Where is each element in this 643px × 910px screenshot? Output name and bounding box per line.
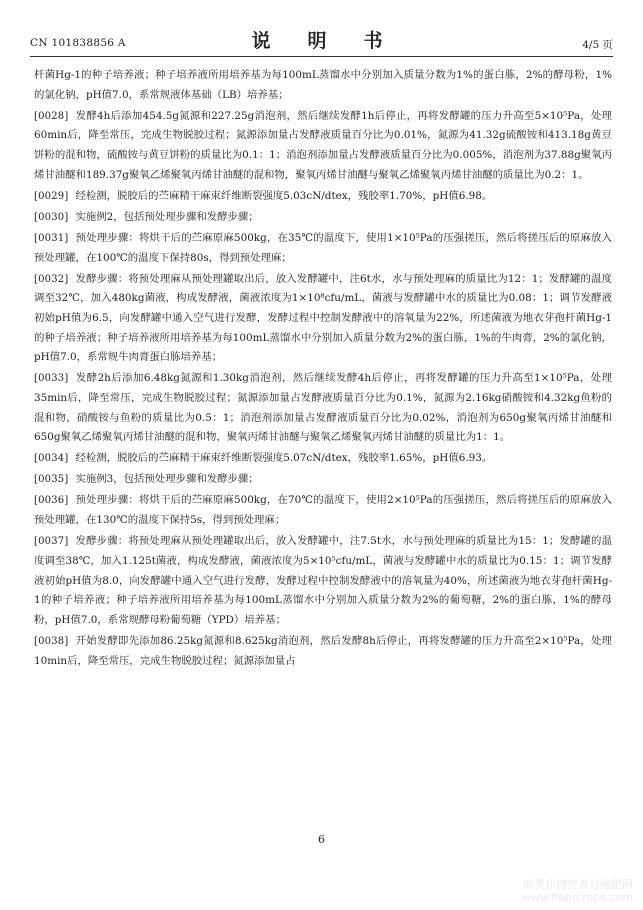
- paragraph: [34, 491, 612, 530]
- watermark-url: www.fibercrops.com: [521, 891, 633, 904]
- paragraph-text: 经检测，脱胶后的苎麻精干麻束纤维断裂强度5.07cN/dtex，残胶率1.65%，pH值6.93。: [75, 452, 493, 465]
- paragraph-text: 发酵2h后添加6.48kg氮源和1.30kg消泡剂，然后继续发酵4h后停止，再将发酵罐的压力升高至1×10⁵Pa，处理35min后，降至常压，完成生物脱胶过程；氮源添加量占发酵液质量百分比为0.1%，氮源为2.16kg硝酸铵和4.32kg鱼粉的混和物，硝酸铵与鱼粉的质量比为0.5：1；消泡剂添加量占发酵液质量百分比为0.02%，消泡剂为650g聚氧丙烯甘油醚和650g聚氧乙烯聚氧丙烯甘油醚的混和物，聚氧丙烯甘油醚与聚氧乙烯聚氧丙烯甘油醚的质量比为1：1。: [34, 372, 612, 444]
- paragraph-tag: [0034]: [34, 453, 69, 465]
- page-header: [30, 26, 613, 52]
- document-body: [34, 66, 612, 673]
- paragraph-tag: [0028]: [34, 110, 69, 122]
- page-indicator: 4/5 页: [582, 39, 613, 51]
- paragraph-text: 预处理步骤：将烘干后的苎麻原麻500kg，在70℃的温度下，使用2×10⁵Pa的压强搓压，然后将搓压后的原麻放入预处理罐，在130℃的温度下保持5s，得到预处理麻；: [34, 494, 612, 527]
- paragraph-tag: [0038]: [34, 635, 69, 647]
- paragraph: [34, 632, 612, 671]
- paragraph-tag: [0032]: [34, 273, 69, 285]
- paragraph: [34, 270, 612, 369]
- paragraph-text: 杆菌Hg-1的种子培养液；种子培养液所用培养基为每100mL蒸馏水中分别加入质量分数为1%的蛋白胨，2%的酵母粉，1%的氯化钠，pH值7.0，系常规液体基础（LB）培养基；: [34, 69, 612, 101]
- paragraph: [34, 66, 612, 105]
- paragraph: [34, 470, 612, 490]
- paragraph: [34, 229, 612, 268]
- paragraph-text: 发酵步骤：将预处理麻从预处理罐取出后，放入发酵罐中，注6t水，水与预处理麻的质量比为12：1；发酵罐的温度调至32℃，加入480kg菌液，构成发酵液，菌液浓度为1×10⁸cfu/mL，菌液与发酵罐中水的质量比为0.08：1；调节发酵液初始pH值为6.5，向发酵罐中通入空气进行发酵，发酵过程中控制发酵液中的溶氧量为22%，所述菌液为地衣芽孢杆菌Hg-1的种子培养液；种子培养液所用培养基为每100mL蒸馏水中分别加入质量分数为2%的蛋白胨，1%的牛肉膏，2%的氯化钠，pH值7.0，系常规牛肉膏蛋白胨培养基；: [34, 272, 612, 364]
- paragraph-text: 经检测，脱胶后的苎麻精干麻束纤维断裂强度5.03cN/dtex，残胶率1.70%，pH值6.98。: [75, 189, 493, 202]
- paragraph: [34, 532, 612, 631]
- watermark: [522, 878, 633, 904]
- paragraph-text: 实施例3，包括预处理步骤和发酵步骤；: [75, 473, 259, 486]
- paragraph-text: 发酵4h后添加454.5g氮源和227.25g消泡剂，然后继续发酵1h后停止，再将发酵罐的压力升高至5×10⁵Pa，处理60min后，降至常压，完成生物脱胶过程；氮源添加量占发酵液质量百分比为0.01%，氮源为41.32g硫酸铵和413.18g黄豆饼粉的混和物，硫酸铵与黄豆饼粉的质量比为0.1：1；消泡剂添加量占发酵液质量百分比为0.005%，消泡剂为37.88g聚氧丙烯甘油醚和189.37g聚氧乙烯聚氧丙烯甘油醚的混和物，聚氧丙烯甘油醚与聚氧乙烯聚氧丙烯甘油醚的质量比为0.2：1。: [34, 109, 612, 181]
- paragraph-tag: [0030]: [34, 211, 69, 223]
- watermark-site-name: 麻类作物营养与施肥网: [523, 878, 633, 891]
- paragraph: [34, 107, 612, 186]
- paragraph-text: 发酵步骤：将预处理麻从预处理罐取出后，放入发酵罐中，注7.5t水，水与预处理麻的质量比为15：1；发酵罐的温度调至38℃，加入1.125t菌液，构成发酵液，菌液浓度为5×10⁵cfu/mL，菌液与发酵罐中水的质量比为0.15：1；调节发酵液初始pH值为8.0，向发酵罐中通入空气进行发酵，发酵过程中控制发酵液中的溶氧量为40%，所述菌液为地衣芽孢杆菌Hg-1的种子培养液；种子培养液所用培养基为每100mL蒸馏水中分别加入质量分数为2%的葡萄糖，2%的蛋白胨，1%的酵母粉，pH值7.0，系常规酵母粉葡萄糖（YPD）培养基；: [34, 535, 612, 626]
- paragraph: [34, 187, 612, 207]
- paragraph-tag: [0033]: [34, 373, 69, 385]
- paragraph-text: 实施例2，包括预处理步骤和发酵步骤；: [75, 210, 259, 223]
- paragraph: [34, 369, 612, 448]
- paragraph: [34, 208, 612, 228]
- document-title: 说 明 书: [251, 30, 392, 52]
- paragraph-text: 开始发酵即先添加86.25kg氮源和8.625kg消泡剂，然后发酵8h后停止，再将发酵罐的压力升高至2×10⁵Pa，处理10min后，降至常压，完成生物脱胶过程；氮源添加量占: [34, 634, 612, 667]
- paragraph-tag: [0029]: [34, 190, 69, 202]
- page-number: 6: [318, 833, 325, 846]
- paragraph-text: 预处理步骤：将烘干后的苎麻原麻500kg，在35℃的温度下，使用1×10⁵Pa的压强搓压，然后将搓压后的原麻放入预处理罐，在100℃的温度下保持80s，得到预处理麻；: [34, 231, 612, 264]
- paragraph-tag: [0037]: [34, 536, 69, 548]
- paragraph-tag: [0036]: [34, 495, 69, 507]
- patent-number: CN 101838856 A: [30, 37, 126, 49]
- paragraph-tag: [0031]: [34, 232, 69, 244]
- paragraph: [34, 449, 612, 469]
- paragraph-tag: [0035]: [34, 474, 69, 486]
- header-divider: [30, 56, 613, 57]
